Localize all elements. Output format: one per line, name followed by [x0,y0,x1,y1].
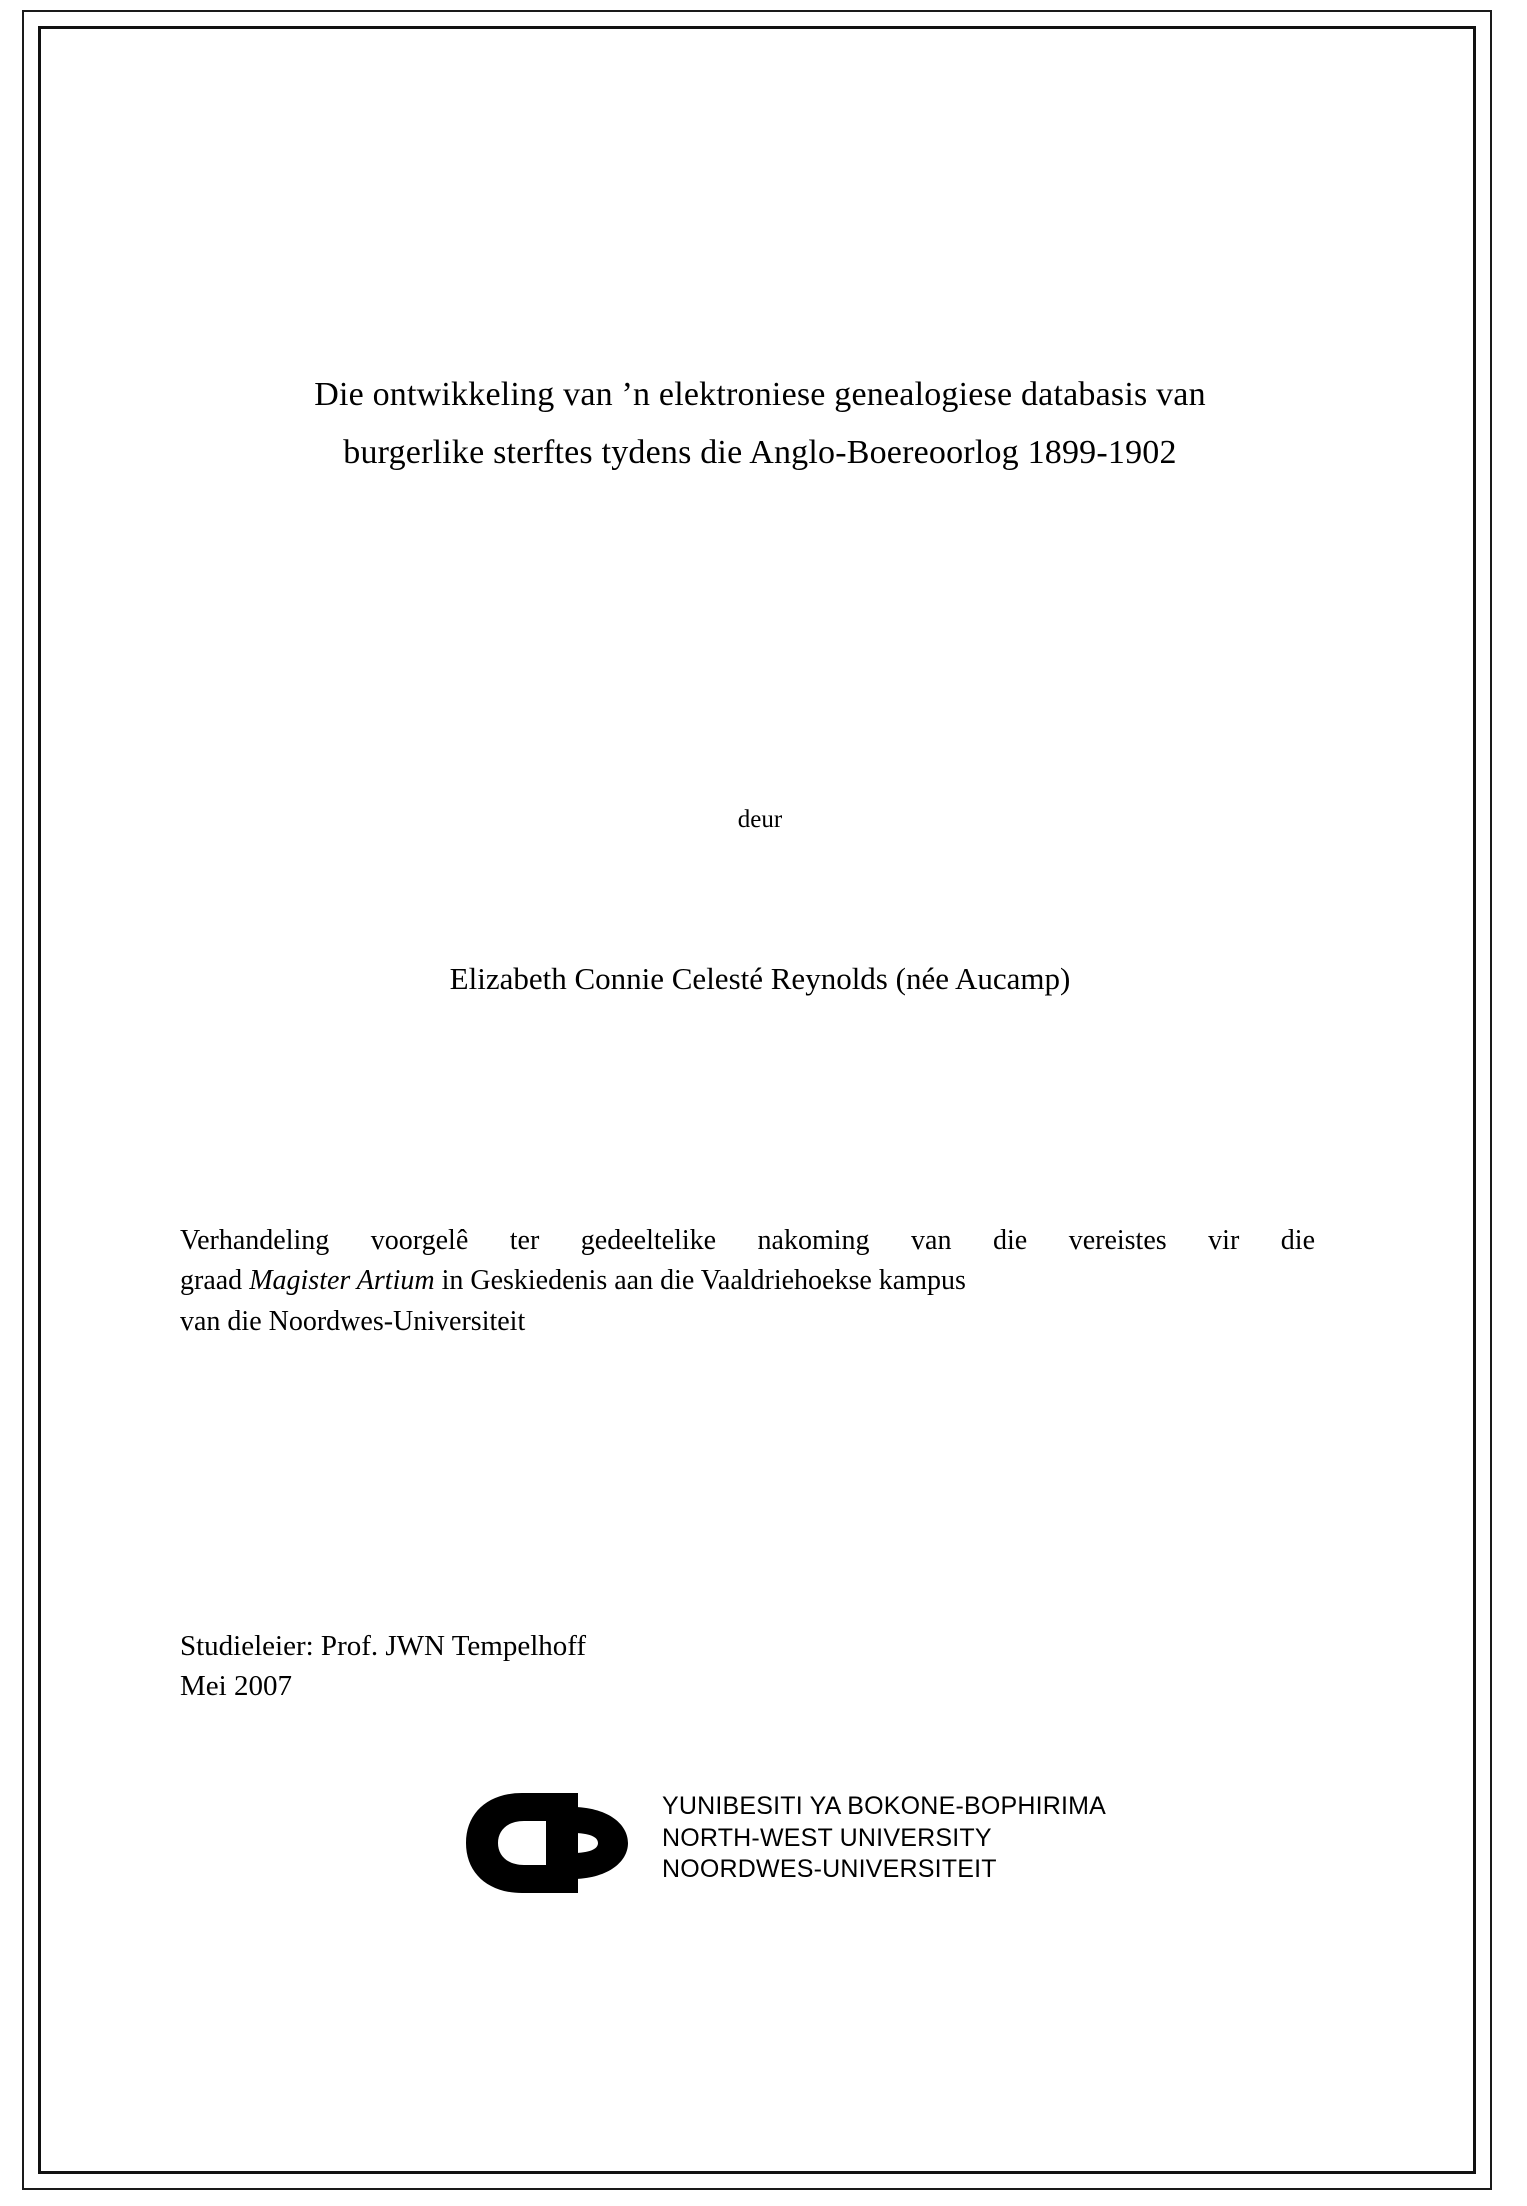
logo-line-afrikaans: NOORDWES-UNIVERSITEIT [662,1855,997,1883]
title-page-content [180,26,1340,2174]
degree-statement-line-2 [180,1261,1315,1301]
author-name: Elizabeth Connie Celesté Reynolds (née Aucamp) [449,961,1071,996]
page-title [180,366,1340,483]
degree-statement-line-1: Verhandeling voorgelê ter gedeeltelike nakoming van die vereistes vir die [180,1225,1315,1256]
by-label: deur [737,806,783,833]
degree-statement-line-2-pre: graad [180,1265,250,1297]
title-line-1: Die ontwikkeling van ’n elektroniese genealogiese databasis van [314,376,1206,413]
degree-name-italic: Magister Artium [249,1265,435,1297]
university-logo [460,1781,1160,1911]
degree-statement-line-3: van die Noordwes-Universiteit [180,1305,526,1337]
submission-date: Mei 2007 [180,1670,292,1703]
supervisor-name: Studieleier: Prof. JWN Tempelhoff [180,1630,587,1662]
degree-statement [180,1221,1315,1342]
title-line-2: burgerlike sterftes tydens die Anglo-Boereoorlog 1899-1902 [343,434,1177,472]
university-logo-text [662,1791,1106,1886]
degree-statement-line-2-post: in Geskiedenis aan die Vaaldriehoekse kampus [434,1265,966,1297]
logo-line-english: NORTH-WEST UNIVERSITY [662,1823,992,1852]
supervisor-block [180,1626,1340,1706]
nwu-logo-icon [460,1787,660,1899]
logo-line-setswana: YUNIBESITI YA BOKONE-BOPHIRIMA [662,1792,1107,1820]
